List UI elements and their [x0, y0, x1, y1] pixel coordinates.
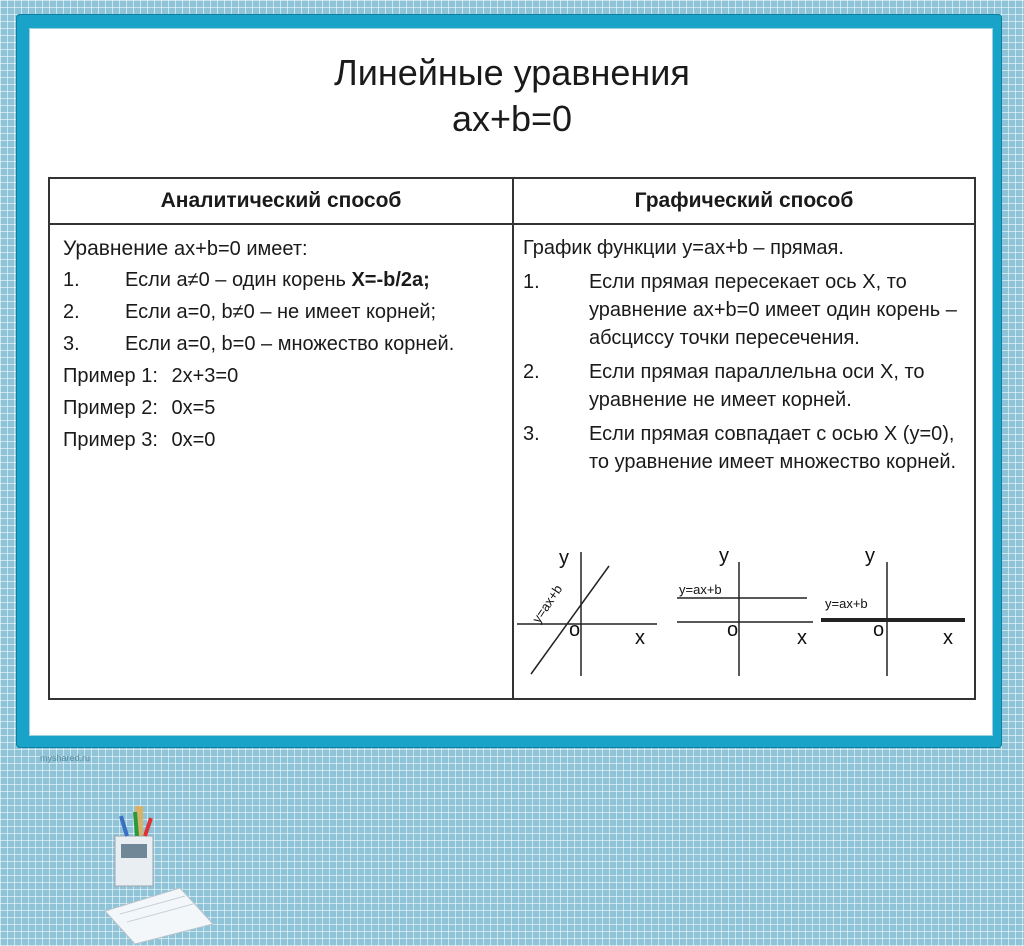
line-label: y=ax+b — [529, 581, 566, 626]
example-label: Пример 2: — [63, 397, 158, 419]
intro-prefix: Уравнение — [63, 237, 169, 260]
line-label: y=ax+b — [825, 596, 868, 611]
table-header-row — [49, 178, 975, 224]
item-text: Если прямая совпадает с осью X (y=0), то уравнение имеет множество корней. — [589, 423, 957, 473]
list-item — [63, 328, 511, 360]
example-row — [63, 360, 511, 392]
list-item — [63, 264, 511, 296]
example-eq: 0x=5 — [171, 397, 216, 419]
y-label: y — [719, 546, 729, 567]
line-label: y=ax+b — [679, 582, 722, 597]
graph-parallel — [677, 546, 813, 676]
x-label: x — [635, 627, 645, 649]
title-line-1: Линейные уравнения — [334, 52, 690, 93]
examples — [51, 360, 511, 456]
graphic-intro: График функции y=ax+b – прямая. — [523, 237, 844, 259]
list-item — [63, 296, 511, 328]
header-graphic: Графический способ — [513, 178, 975, 224]
item-number: 1. — [523, 271, 540, 293]
analytic-list — [51, 264, 511, 360]
graph-coinciding — [821, 546, 965, 676]
x-label: x — [943, 627, 953, 649]
origin-label: o — [873, 619, 885, 641]
item-text: Если a≠0 – один корень — [125, 269, 352, 291]
list-item — [523, 268, 973, 352]
item-text: Если a=0, b=0 – множество корней. — [125, 333, 455, 355]
item-number: 2. — [63, 301, 80, 323]
graphs-svg — [515, 546, 977, 676]
graphic-cell — [513, 224, 975, 699]
y-label: y — [559, 547, 569, 569]
list-item — [523, 420, 973, 476]
example-label: Пример 1: — [63, 365, 158, 387]
stationery-illustration — [85, 796, 215, 946]
example-eq: 2x+3=0 — [171, 365, 239, 387]
item-number: 3. — [63, 333, 80, 355]
graphic-list — [515, 268, 973, 476]
example-row — [63, 392, 511, 424]
slide-title — [0, 50, 1024, 142]
item-number: 2. — [523, 361, 540, 383]
origin-label: o — [569, 619, 581, 641]
y-label: y — [865, 546, 875, 567]
intro-eq: ax+b=0 имеет: — [174, 238, 308, 260]
analytic-intro — [51, 226, 511, 264]
item-text: Если прямая параллельна оси X, то уравнение не имеет корней. — [589, 361, 925, 411]
list-item — [523, 358, 973, 414]
analytic-cell — [49, 224, 513, 699]
origin-label: o — [727, 619, 739, 641]
item-text: Если a=0, b≠0 – не имеет корней; — [125, 301, 437, 323]
item-number: 1. — [63, 269, 80, 291]
header-analytic: Аналитический способ — [49, 178, 513, 224]
watermark: myshared.ru — [40, 753, 91, 763]
graphs-row — [515, 546, 977, 676]
comparison-table — [48, 177, 976, 700]
title-line-2: ax+b=0 — [451, 98, 573, 139]
table-body-row — [49, 224, 975, 699]
item-text: Если прямая пересекает ось X, то уравнение ax+b=0 имеет один корень – абсциссу точки пересечения. — [589, 271, 957, 349]
example-eq: 0x=0 — [171, 429, 216, 451]
item-bold: X=-b/2a; — [351, 269, 430, 291]
example-row — [63, 424, 511, 456]
x-label: x — [797, 627, 807, 649]
graph-intersecting — [517, 547, 657, 676]
example-label: Пример 3: — [63, 429, 158, 451]
item-number: 3. — [523, 423, 540, 445]
